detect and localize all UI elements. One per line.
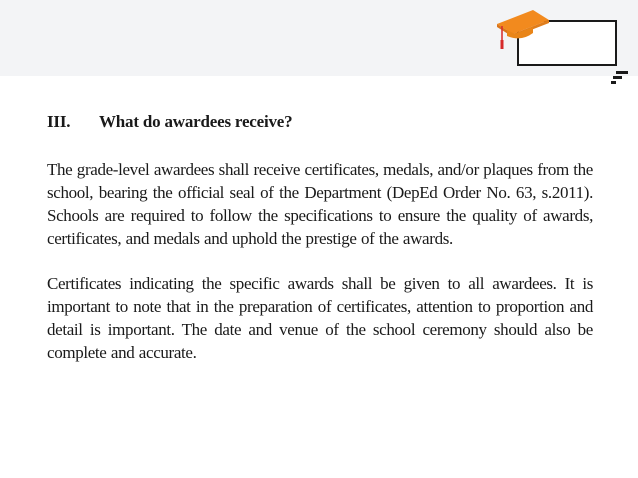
document-body [47, 112, 593, 386]
section-heading [47, 112, 593, 132]
section-title: What do awardees receive? [99, 112, 293, 131]
paragraph-certificates: Certificates indicating the specific awards shall be given to all awardees. It is important to note that in the preparation of certificates, attention to proportion and detail is important. The date and venue of the school ceremony should also be complete and accurate. [47, 274, 593, 362]
section-number: III. [47, 112, 71, 131]
corner-mark-icon [610, 70, 630, 86]
paragraph-awards: The grade-level awardees shall receive certificates, medals, and/or plaques from the school, bearing the official seal of the Department (DepEd Order No. 63, s.2011). Schools are required to follow the specifications to ensure the quality of awards, certificates, and medals and uphold the prestige of the awards. [47, 160, 593, 248]
graduation-cap-icon [493, 6, 551, 54]
